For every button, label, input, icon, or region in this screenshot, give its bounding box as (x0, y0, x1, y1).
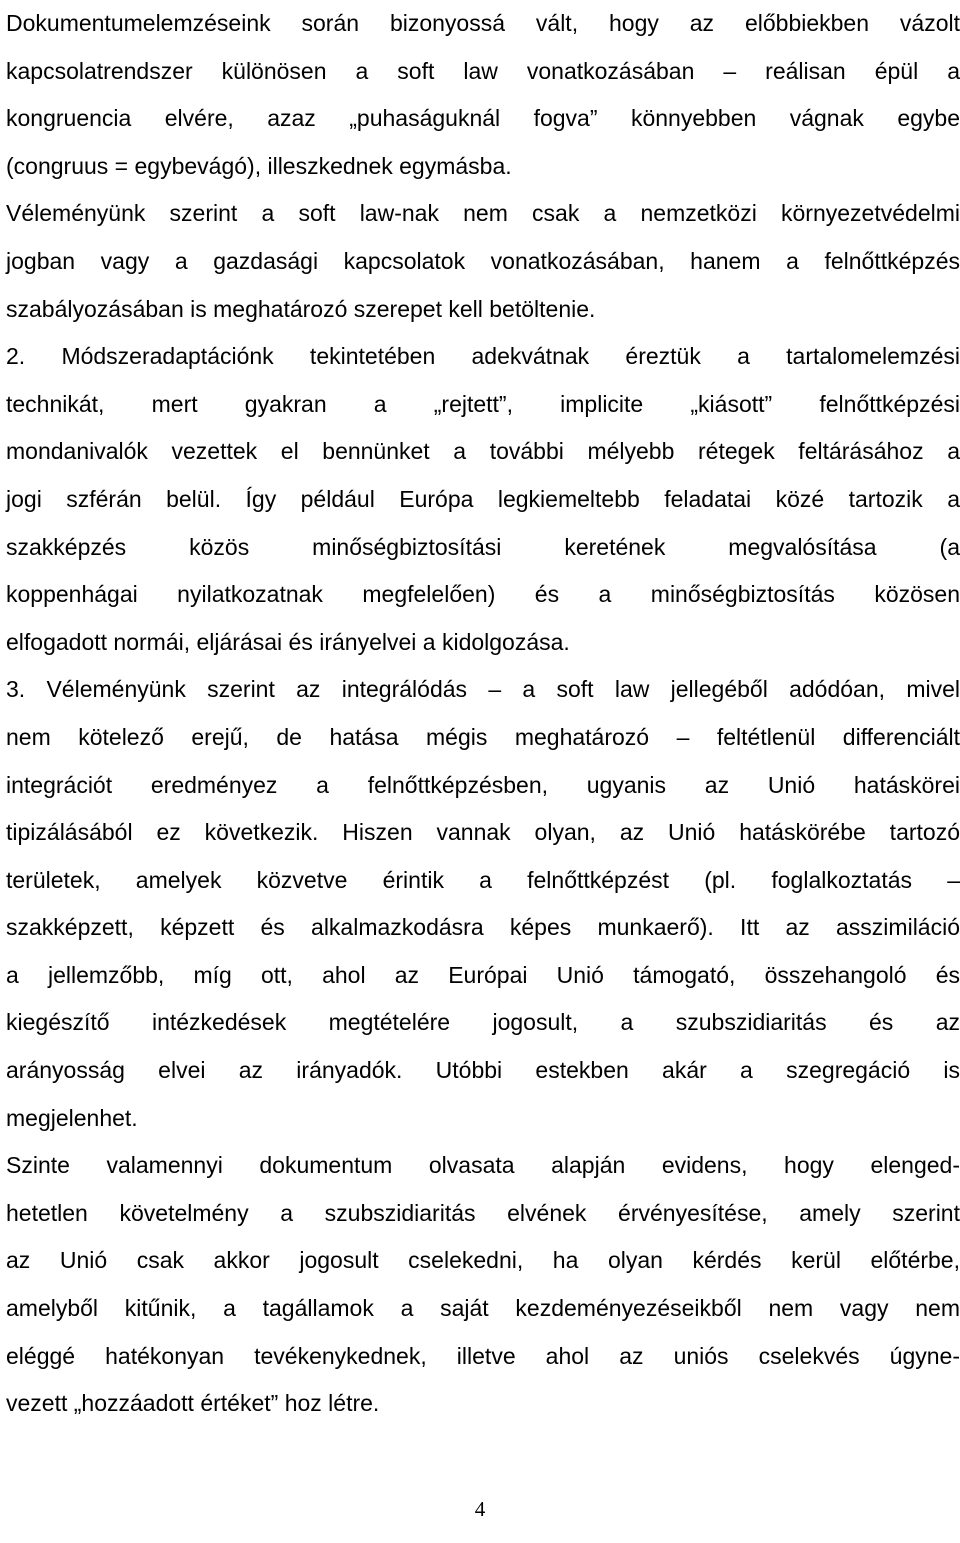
text-line: az Unió csak akkor jogosult cselekedni, ha olyan kérdés kerül előtérbe, (6, 1247, 960, 1274)
text-line: (congruus = egybevágó), illeszkednek egymásba. (6, 152, 512, 179)
text-line: elfogadott normái, eljárásai és irányelvei a kidolgozása. (6, 628, 570, 655)
text-line: megjelenhet. (6, 1104, 138, 1131)
text-line: nem kötelező erejű, de hatása mégis meghatározó – feltétlenül differenciált (6, 723, 960, 750)
text-line: Dokumentumelemzéseink során bizonyossá vált, hogy az előbbiekben vázolt (6, 10, 960, 36)
body-text (6, 0, 960, 1428)
text-line: technikát, mert gyakran a „rejtett”, implicite „kiásott” felnőttképzési (6, 390, 960, 417)
text-line: kapcsolatrendszer különösen a soft law vonatkozásában – reálisan épül a (6, 57, 960, 84)
text-line: koppenhágai nyilatkozatnak megfelelően) és a minőségbiztosítás közösen (6, 581, 960, 608)
text-line: Véleményünk szerint a soft law-nak nem csak a nemzetközi környezetvédelmi (6, 200, 960, 227)
text-line: vezett „hozzáadott értéket” hoz létre. (6, 1390, 380, 1417)
text-line: 2. Módszeradaptációnk tekintetében adekvátnak éreztük a tartalomelemzési (6, 343, 960, 370)
text-line: hetetlen követelmény a szubszidiaritás elvének érvényesítése, amely szerint (6, 1199, 960, 1226)
text-line: arányosság elvei az irányadók. Utóbbi estekben akár a szegregáció is (6, 1057, 960, 1084)
text-line: tipizálásából ez következik. Hiszen vannak olyan, az Unió hatáskörébe tartozó (6, 819, 960, 846)
text-line: jogban vagy a gazdasági kapcsolatok vonatkozásában, hanem a felnőttképzés (6, 247, 960, 274)
text-line: területek, amelyek közvetve érintik a felnőttképzést (pl. foglalkoztatás – (6, 866, 960, 893)
text-line: 3. Véleményünk szerint az integrálódás – a soft law jellegéből adódóan, mivel (6, 676, 960, 703)
text-line: mondanivalók vezettek el bennünket a további mélyebb rétegek feltárásához a (6, 438, 960, 465)
text-line: integrációt eredményez a felnőttképzésben, ugyanis az Unió hatáskörei (6, 771, 960, 798)
text-line: jogi szférán belül. Így például Európa legkiemeltebb feladatai közé tartozik a (6, 485, 960, 512)
text-line: kiegészítő intézkedések megtételére jogosult, a szubszidiaritás és az (6, 1009, 960, 1036)
text-line: amelyből kitűnik, a tagállamok a saját kezdeményezéseikből nem vagy nem (6, 1295, 960, 1322)
text-line: eléggé hatékonyan tevékenykednek, illetve ahol az uniós cselekvés úgyne- (6, 1342, 960, 1369)
text-line: Szinte valamennyi dokumentum olvasata alapján evidens, hogy elenged- (6, 1152, 960, 1179)
text-line: szabályozásában is meghatározó szerepet kell betöltenie. (6, 295, 596, 322)
text-line: kongruencia elvére, azaz „puhaságuknál fogva” könnyebben vágnak egybe (6, 105, 960, 132)
page-number: 4 (474, 1497, 486, 1521)
text-line: szakképzett, képzett és alkalmazkodásra képes munkaerő). Itt az asszimiláció (6, 914, 960, 941)
text-line: szakképzés közös minőségbiztosítási keretének megvalósítása (a (6, 533, 960, 560)
text-line: a jellemzőbb, míg ott, ahol az Európai Unió támogató, összehangoló és (6, 961, 960, 988)
